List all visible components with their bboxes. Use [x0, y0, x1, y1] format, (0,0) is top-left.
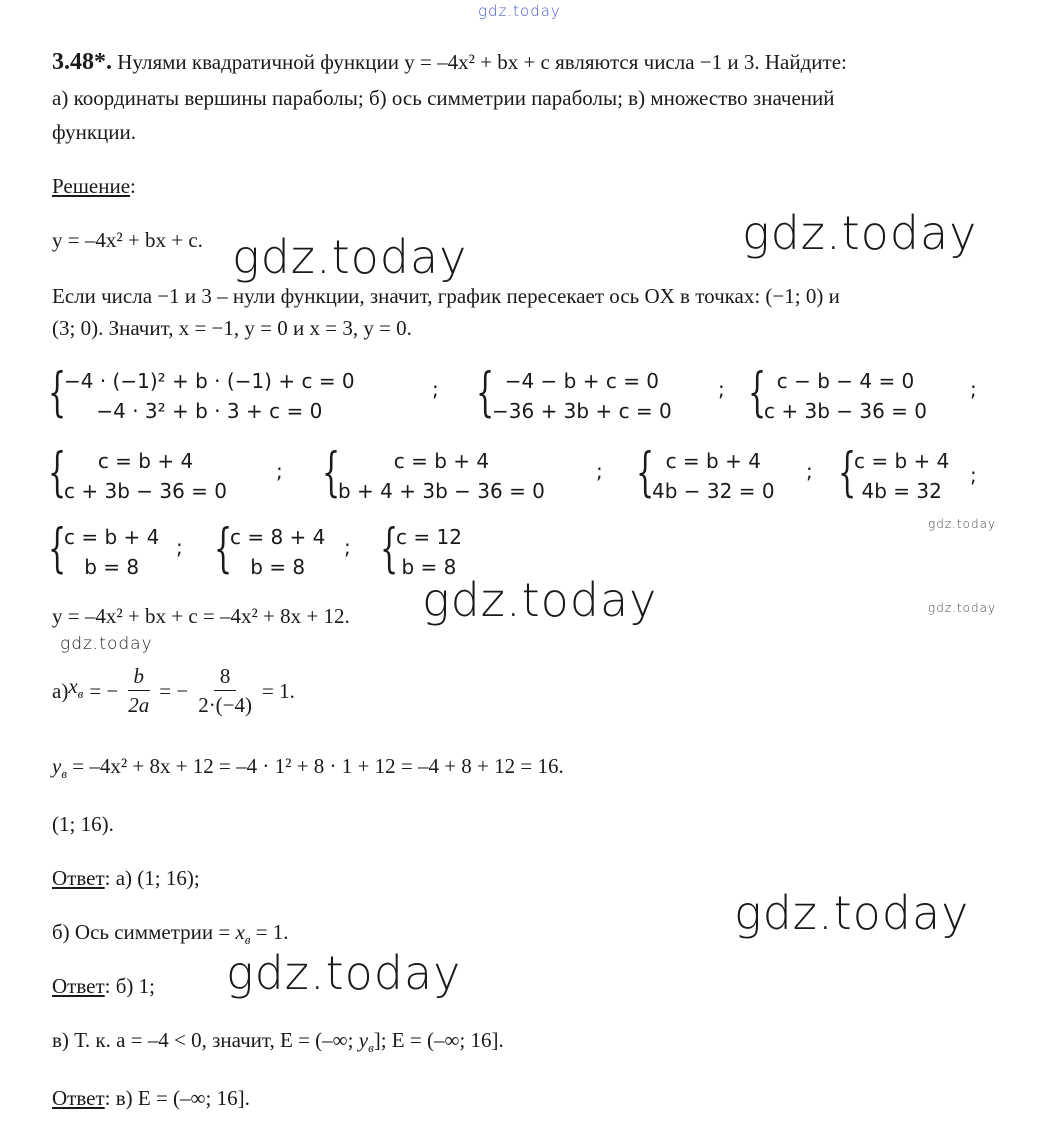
system-line: c − b − 4 = 0 [776, 369, 915, 393]
vertex-coordinates: (1; 16). [52, 812, 114, 836]
separator: ; [718, 377, 725, 401]
system-line: −4 · 3² + b · 3 + c = 0 [96, 399, 323, 423]
answer-a [52, 866, 200, 890]
x-symbol: x [68, 674, 78, 699]
symmetry-value: = 1. [250, 920, 289, 944]
answer-word: Ответ [52, 1086, 105, 1110]
vertex-x-formula [52, 662, 295, 719]
y-vertex-symbol: $y_в$ [358, 1028, 374, 1056]
system-4: { c = b + 4 c + 3b − 36 = 0 [48, 446, 227, 506]
solution-heading-word: Решение [52, 174, 131, 198]
problem-text: Нулями квадратичной функции y = –4x² + bx + c являются числа −1 и 3. Найдите: [112, 50, 847, 74]
symmetry-axis [52, 920, 289, 952]
y-vertex-equation: = –4x² + 8x + 12 = –4 · 1² + 8 · 1 + 12 = –4 + 8 + 12 = 16. [72, 754, 564, 778]
range-end: ]; E = (–∞; 16]. [373, 1028, 504, 1052]
vertex-subscript: в [244, 932, 251, 948]
minus-sign: = − [159, 678, 189, 703]
separator: ; [276, 459, 283, 483]
separator: ; [344, 535, 351, 559]
problem-number: 3.48*. [52, 49, 112, 75]
system-line: b = 8 [84, 555, 140, 579]
watermark-small: gdz.today [928, 517, 997, 531]
system-line: b = 8 [401, 555, 457, 579]
text-zeros-2: (3; 0). Значит, x = −1, y = 0 и x = 3, y = 0. [52, 316, 412, 340]
system-line: c + 3b − 36 = 0 [764, 399, 928, 423]
system-line: −36 + 3b + c = 0 [492, 399, 672, 423]
system-line: −4 · (−1)² + b · (−1) + c = 0 [64, 369, 355, 393]
watermark: gdz.today [742, 206, 978, 260]
text-zeros-1: Если числа −1 и 3 – нули функции, значит, график пересекает ось OX в точках: (−1; 0) и [52, 284, 840, 308]
system-line: c = b + 4 [854, 449, 950, 473]
symmetry-text: б) Ось симметрии = [52, 920, 236, 944]
separator: ; [432, 377, 439, 401]
system-line: c = b + 4 [393, 449, 490, 473]
system-line: b = 8 [250, 555, 306, 579]
part-a-label: а) [52, 678, 69, 703]
denominator: 2·(−4) [198, 693, 253, 717]
watermark-small: gdz.today [928, 601, 997, 615]
system-5: { c = b + 4 b + 4 + 3b − 36 = 0 [322, 446, 545, 506]
separator: ; [176, 535, 183, 559]
vertex-y-formula [52, 754, 564, 786]
watermark: gdz.today [232, 230, 468, 284]
numerator: b [128, 662, 151, 691]
system-line: 4b − 32 = 0 [652, 479, 775, 503]
answer-c-text: : в) E = (–∞; 16]. [104, 1086, 250, 1110]
answer-a-text: : а) (1; 16); [104, 866, 200, 890]
system-10: { c = 12 b = 8 [380, 522, 462, 582]
watermark: gdz.today [226, 946, 462, 1000]
system-line: c = 8 + 4 [230, 525, 326, 549]
vertex-subscript: в [368, 1040, 374, 1056]
range-text: в) Т. к. а = –4 < 0, значит, E = (–∞; [52, 1028, 359, 1052]
result: = 1. [262, 678, 295, 703]
fraction-values [192, 662, 258, 719]
solution-heading [52, 174, 136, 198]
minus-sign: = − [89, 678, 119, 703]
range-explanation [52, 1028, 504, 1060]
x-vertex-symbol [68, 674, 83, 706]
system-8: { c = b + 4 b = 8 [48, 522, 159, 582]
heading-colon: : [130, 174, 136, 198]
numerator: 8 [214, 662, 237, 691]
problem-line-3: функции. [52, 120, 136, 144]
answer-b [52, 974, 155, 998]
system-line: c = b + 4 [665, 449, 761, 473]
answer-b-text: : б) 1; [104, 974, 155, 998]
equation-general: y = –4x² + bx + c. [52, 228, 203, 252]
system-line: −4 − b + c = 0 [504, 369, 660, 393]
system-line: 4b = 32 [861, 479, 942, 503]
system-9: { c = 8 + 4 b = 8 [214, 522, 325, 582]
vertex-subscript: в [61, 766, 67, 782]
system-line: b + 4 + 3b − 36 = 0 [338, 479, 545, 503]
answer-word: Ответ [52, 866, 105, 890]
system-6: { c = b + 4 4b − 32 = 0 [636, 446, 775, 506]
answer-c [52, 1086, 250, 1110]
separator: ; [596, 459, 603, 483]
system-line: c = b + 4 [64, 525, 160, 549]
denominator: 2a [128, 693, 150, 717]
vertex-subscript: в [77, 686, 84, 702]
answer-word: Ответ [52, 974, 105, 998]
system-1: { −4 · (−1)² + b · (−1) + c = 0 −4 · 3² + b · 3 + c = 0 [48, 366, 355, 426]
equation-final: y = –4x² + bx + c = –4x² + 8x + 12. [52, 604, 350, 628]
x-symbol: x [235, 920, 245, 944]
watermark-top: gdz.today [478, 2, 561, 20]
watermark-medium: gdz.today [60, 634, 153, 654]
watermark: gdz.today [734, 886, 970, 940]
watermark: gdz.today [422, 573, 658, 627]
system-line: c = b + 4 [97, 449, 194, 473]
system-3: { c − b − 4 = 0 c + 3b − 36 = 0 [748, 366, 927, 426]
system-7: { c = b + 4 4b = 32 [838, 446, 949, 506]
separator: ; [970, 377, 977, 401]
problem-line-2: а) координаты вершины параболы; б) ось симметрии параболы; в) множество значений [52, 86, 835, 110]
system-line: c = 12 [396, 525, 462, 549]
separator: ; [970, 463, 977, 487]
separator: ; [806, 459, 813, 483]
x-vertex-symbol [235, 920, 251, 948]
system-line: c + 3b − 36 = 0 [64, 479, 228, 503]
system-2: { −4 − b + c = 0 −36 + 3b + c = 0 [476, 366, 672, 426]
fraction-b-over-2a [122, 662, 155, 719]
y-vertex-symbol: $y_в$ [52, 754, 67, 782]
problem-line-1 [52, 50, 847, 74]
